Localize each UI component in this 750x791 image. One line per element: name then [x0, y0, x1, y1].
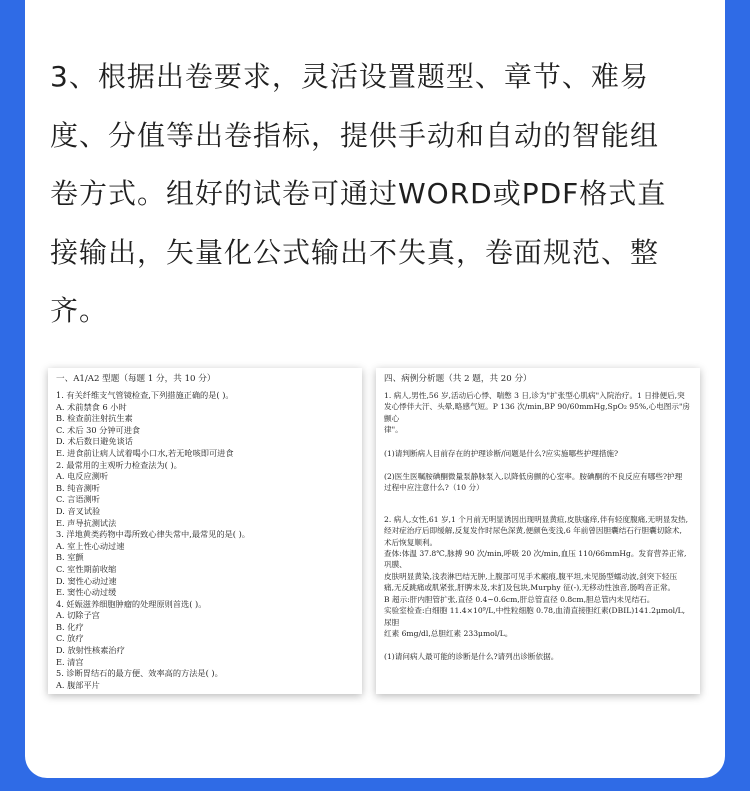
question-line: 4. 妊娠滋养细胞肿瘤的处理原则首选( )。	[56, 598, 207, 609]
option-line: E. 窦性心动过缓	[56, 587, 117, 598]
option-line: C. 言语测听	[56, 494, 100, 505]
intro-paragraph	[50, 48, 705, 341]
option-line: D. 音叉试验	[56, 505, 101, 516]
option-line: E. 进食前让病人试着喝小口水,若无呛咳即可进食	[56, 447, 234, 458]
intro-line: 卷方式。组好的试卷可通过WORD或PDF格式直	[50, 177, 667, 210]
case-text-line: 术后恢复顺利。	[384, 537, 438, 547]
case-text-line: 查体:体温 37.8℃,脉搏 90 次/min,呼吸 20 次/min,血压 110/66mmHg。发育营养正常,巩膜、	[384, 549, 687, 570]
option-line: A. 电反应测听	[56, 471, 109, 482]
case-text-line: 皮肤明显黄染,浅表淋巴结无肿,上腹部可见手术瘢痕,腹平坦,未见肠型蠕动波,剑突下轻压	[384, 571, 678, 581]
case-text-line: 经对症治疗后即缓解,反复发作时尿色深黄,便颜色变浅,6 年前曾因胆囊结石行胆囊切除术,	[384, 526, 682, 536]
case-question: (1)请问病人最可能的诊断是什么?请列出诊断依据。	[384, 652, 559, 662]
case-text-line: 实验室检查:白细胞 11.4×10⁹/L,中性粒细胞 0.78,血清直接胆红素(DBIL)141.2μmol/L,尿胆	[384, 606, 686, 627]
intro-line: 3、根据出卷要求，灵活设置题型、章节、难易	[50, 60, 649, 93]
option-line: D. 术后数日避免谈话	[56, 436, 133, 447]
intro-line: 度、分值等出卷指标，提供手动和自动的智能组	[50, 118, 660, 152]
case-text-line: 痛,无反跳痛或肌紧张,肝脾未及,未扪及包块,Murphy 征(-),无移动性浊音,肠鸣音正常。	[384, 583, 676, 593]
option-line: E. 清宫	[56, 656, 84, 667]
section-title: 一、A1/A2 型题（每题 1 分，共 10 分）	[56, 374, 216, 384]
option-line: B. 化疗	[56, 621, 84, 632]
case-question: (1)请判断病人目前存在的护理诊断/问题是什么?应实施哪些护理措施?	[384, 448, 619, 458]
exam-sheet-choice-questions	[48, 368, 362, 694]
option-line: D. 放射性核素治疗	[56, 645, 125, 656]
case-text-line: 律"。	[384, 425, 403, 435]
question-line: 5. 诊断胃结石的最方便、效率高的方法是( )。	[56, 668, 223, 679]
case-text-line: 2. 病人,女性,61 岁,1 个月前无明显诱因出现明显黄疸,皮肤瘙痒,伴有轻度腹痛,无明显发热,	[384, 514, 689, 524]
option-line: A. 术前禁食 6 小时	[56, 401, 127, 412]
case-text-line: 1. 病人,男性,56 岁,活动后心悸、喘憋 3 日,诊为"扩张型心肌病"入院治疗。1 日排便后,突	[384, 391, 685, 400]
case-question: 过程中应注意什么?（10 分）	[384, 483, 484, 493]
question-line: 3. 洋地黄类药物中毒所致心律失常中,最常见的是( )。	[56, 529, 250, 540]
option-line: C. 放疗	[56, 633, 84, 644]
option-line: C. 术后 30 分钟可进食	[56, 424, 141, 435]
case-text-line: 红素 6mg/dl,总胆红素 233μmol/L。	[384, 628, 513, 638]
question-line: 2. 最常用的主观听力检查法为( )。	[56, 459, 182, 470]
option-line: B. 检查前注射抗生素	[56, 413, 133, 424]
question-line: 1. 有关纤维支气管镜检查,下列措施正确的是( )。	[56, 390, 234, 400]
option-line: B. 室颤	[56, 552, 84, 563]
option-line: C. 室性期前收缩	[56, 563, 117, 574]
option-line: D. 窦性心动过速	[56, 575, 117, 586]
option-line: B. 纯音测听	[56, 482, 100, 493]
case-text-line: B 超示:肝内胆管扩张,直径 0.4~0.6cm,肝总管直径 0.8cm,胆总管内未见结石。	[384, 594, 655, 604]
option-line: A. 切除子宫	[56, 610, 100, 621]
option-line: E. 声导抗测试法	[56, 517, 117, 528]
case-text-line: 发心悸伴大汗、头晕,略感气短。P 136 次/min,BP 90/60mmHg,SpO₂ 95%,心电图示"房颤心	[384, 402, 691, 423]
case-question: (2)医生医嘱胺碘酮微量泵静脉泵入,以降低房颤的心室率。胺碘酮的不良反应有哪些?护理	[384, 472, 683, 482]
option-line: A. 腹部平片	[56, 679, 100, 690]
option-line: A. 室上性心动过速	[56, 540, 125, 551]
intro-line: 接输出，矢量化公式输出不失真，卷面规范、整	[50, 235, 660, 269]
intro-line: 齐。	[50, 294, 109, 327]
exam-sheet-case-analysis	[376, 368, 700, 694]
section-title: 四、病例分析题（共 2 题，共 20 分）	[384, 374, 532, 384]
